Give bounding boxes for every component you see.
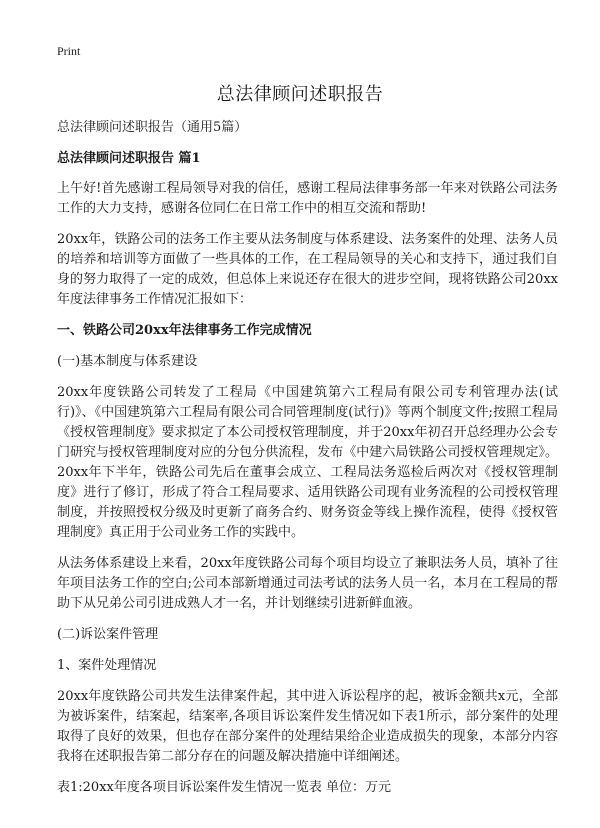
paragraph-legal-staff: 从法务体系建设上来看，20xx年度铁路公司每个项目均设立了兼职法务人员，填补了往年项目法务工作的空白;公司本部新增通过司法考试的法务人员一名，本月在工程局的帮助下从兄弟公司引进成熟人才一名，并计划继续引进新鲜血液。: [57, 556, 558, 611]
paragraph-overview: 20xx年，铁路公司的法务工作主要从法务制度与体系建设、法务案件的处理、法务人员的培养和培训等方面做了一些具体的工作，在工程局领导的关心和支持下，通过我们自身的努力取得了一定的成效，但总体上来说还存在很大的进步空间，现将铁路公司20xx年度法律事务工作情况汇报如下：: [57, 232, 558, 307]
print-label: Print: [57, 44, 81, 58]
section-heading-1: 一、铁路公司20xx年法律事务工作完成情况: [57, 323, 312, 338]
document-title: 总法律顾问述职报告: [216, 84, 384, 105]
subsection-heading-litigation: (二)诉讼案件管理: [57, 627, 159, 642]
table-caption: 表1:20xx年度各项目诉讼案件发生情况一览表 单位：万元: [57, 780, 391, 795]
document-subtitle: 总法律顾问述职报告（通用5篇）: [57, 120, 248, 135]
paragraph-greeting: 上午好!首先感谢工程局领导对我的信任，感谢工程局法律事务部一年来对铁路公司法务工作的大力支持，感谢各位同仁在日常工作中的相互交流和帮助!: [57, 181, 558, 216]
document-body: [57, 118, 558, 798]
paragraph-system-docs: 20xx年度铁路公司转发了工程局《中国建筑第六工程局有限公司专利管理办法(试行)》、《中国建筑第六工程局有限公司合同管理制度(试行)》等两个制度文件;按照工程局《授权管理制度》要求拟定了本公司授权管理制度，并于20xx年初召开总经理办公会专门研究与授权管理制度对应的分包分供流程，发布《中建六局铁路公司授权管理规定》。20xx年下半年，铁路公司先后在董事会成立、工程局法务巡检后两次对《授权管理制度》进行了修订，形成了符合工程局要求、适用铁路公司现有业务流程的公司授权管理制度，并按照授权分级及时更新了商务合约、财务资金等线上操作流程，使得《授权管理制度》真正用于公司业务工作的实践中。: [57, 385, 558, 540]
paragraph-case-handling: 20xx年度铁路公司共发生法律案件起，其中进入诉讼程序的起，被诉金额共x元，全部为被诉案件，结案起，结案率,各项目诉讼案件发生情况如下表1所示，部分案件的处理取得了良好的效果，但也存在部分案件的处理结果给企业造成损失的现象，本部分内容我将在述职报告第二部分存在的问题及解决措施中详细阐述。: [57, 689, 558, 764]
item-heading-case-handling: 1、案件处理情况: [57, 658, 157, 673]
subsection-heading-system: (一)基本制度与体系建设: [57, 354, 198, 369]
part-heading: 总法律顾问述职报告 篇1: [57, 151, 201, 166]
